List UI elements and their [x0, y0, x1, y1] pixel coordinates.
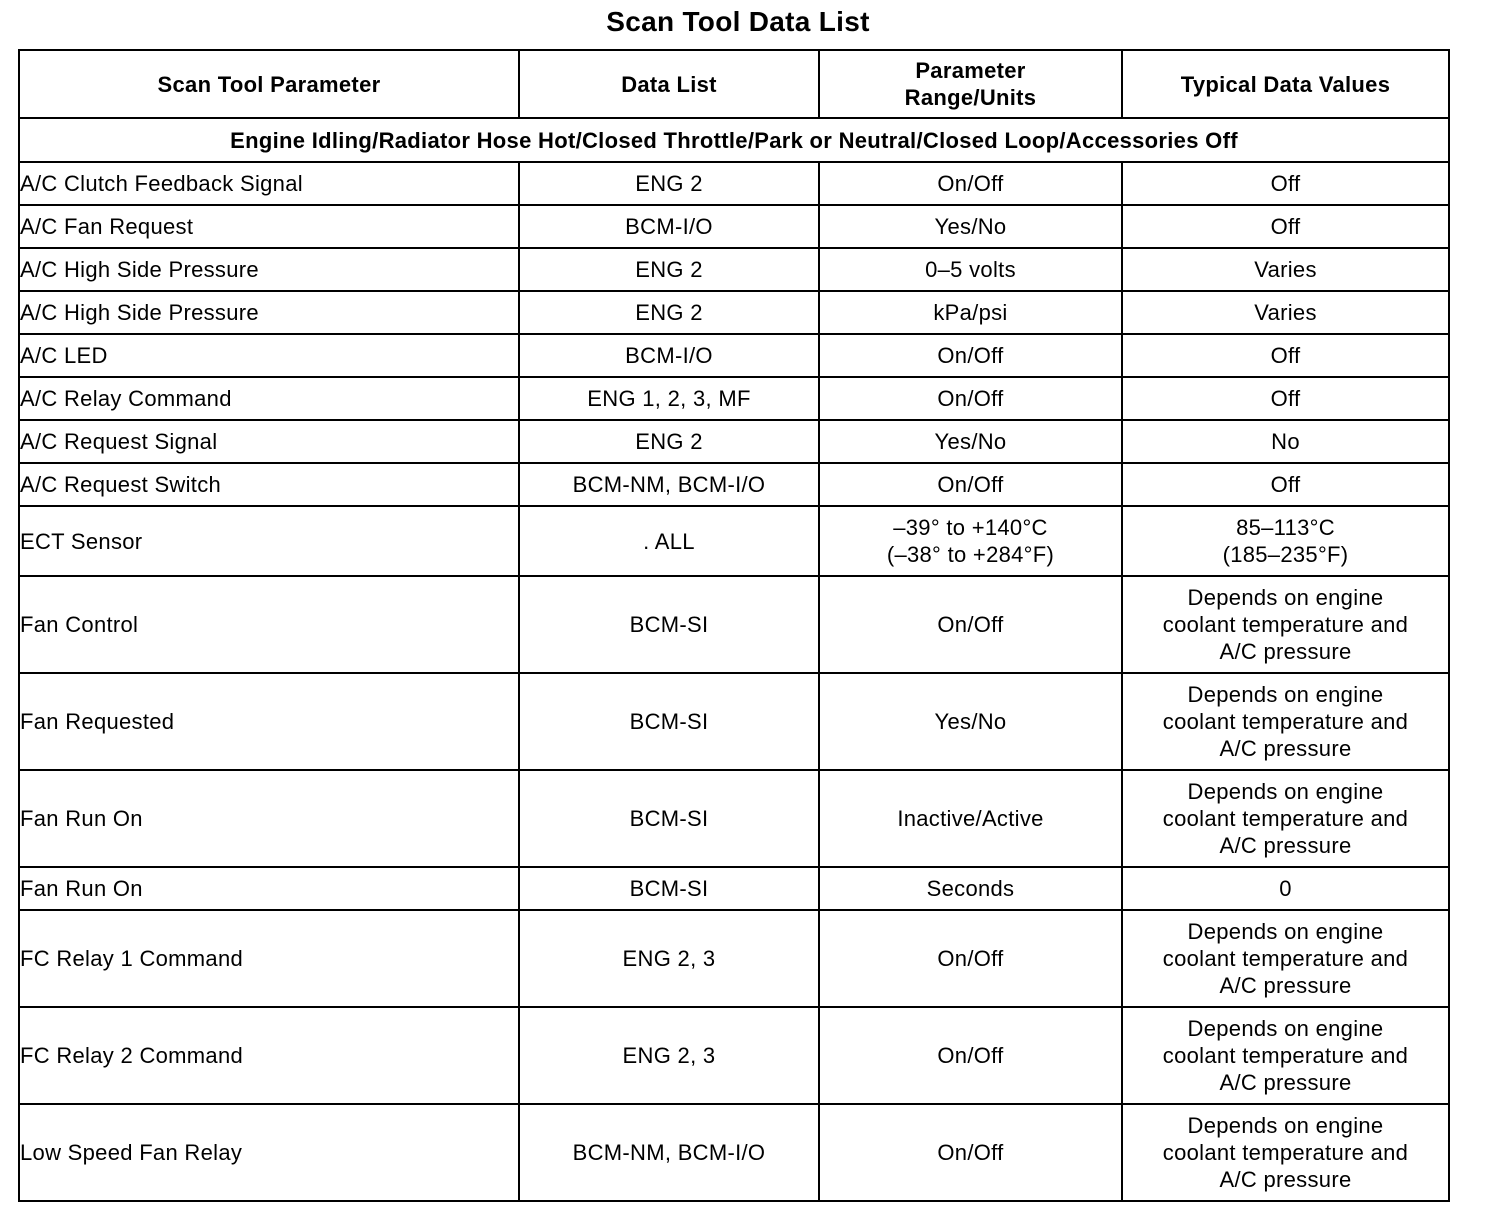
cell-parameter: Fan Run On — [19, 770, 519, 867]
cell-typical-value — [1122, 162, 1449, 205]
cell-data-list: BCM-SI — [519, 576, 819, 673]
cell-typical-value — [1122, 1104, 1449, 1201]
cell-data-list: BCM-SI — [519, 867, 819, 910]
cell-range-units — [819, 291, 1122, 334]
cell-typical-line: No — [1271, 429, 1300, 454]
table-row — [19, 506, 1449, 576]
cell-data-list: BCM-I/O — [519, 334, 819, 377]
cell-range-units — [819, 867, 1122, 910]
cell-typical-line: Off — [1270, 214, 1301, 239]
table-row — [19, 463, 1449, 506]
cell-typical-line: A/C pressure — [1219, 973, 1352, 998]
cell-typical-value — [1122, 673, 1449, 770]
cell-parameter: ECT Sensor — [19, 506, 519, 576]
cell-data-list: ENG 2 — [519, 420, 819, 463]
cell-parameter: FC Relay 1 Command — [19, 910, 519, 1007]
cell-data-list: ENG 2 — [519, 162, 819, 205]
table-row — [19, 910, 1449, 1007]
cell-range-units — [819, 673, 1122, 770]
cell-data-list: ENG 2 — [519, 291, 819, 334]
header-typical-data-values: Typical Data Values — [1122, 50, 1449, 118]
table-row — [19, 334, 1449, 377]
table-body — [19, 118, 1449, 1201]
cell-range-units — [819, 770, 1122, 867]
cell-range-line: Yes/No — [934, 429, 1007, 454]
header-parameter-range-units — [819, 50, 1122, 118]
cell-range-units — [819, 1007, 1122, 1104]
cell-typical-value — [1122, 420, 1449, 463]
cell-range-line: kPa/psi — [933, 300, 1008, 325]
cell-typical-value — [1122, 867, 1449, 910]
table-row — [19, 291, 1449, 334]
cell-data-list: BCM-NM, BCM-I/O — [519, 1104, 819, 1201]
cell-typical-value — [1122, 291, 1449, 334]
cell-parameter: A/C Relay Command — [19, 377, 519, 420]
cell-typical-value — [1122, 205, 1449, 248]
cell-typical-line: Varies — [1254, 257, 1317, 282]
cell-parameter: Low Speed Fan Relay — [19, 1104, 519, 1201]
cell-typical-line: Off — [1270, 171, 1301, 196]
cell-typical-line: Depends on engine — [1187, 585, 1384, 610]
table-row — [19, 673, 1449, 770]
cell-typical-value — [1122, 1007, 1449, 1104]
table-row — [19, 377, 1449, 420]
cell-typical-line: coolant temperature and — [1162, 1043, 1409, 1068]
cell-range-line: On/Off — [937, 343, 1004, 368]
cell-range-line: On/Off — [937, 612, 1004, 637]
cell-range-line: 0–5 volts — [925, 257, 1016, 282]
cell-typical-line: coolant temperature and — [1162, 1140, 1409, 1165]
cell-typical-value — [1122, 910, 1449, 1007]
cell-parameter: Fan Requested — [19, 673, 519, 770]
cell-typical-line: Depends on engine — [1187, 682, 1384, 707]
header-scan-tool-parameter: Scan Tool Parameter — [19, 50, 519, 118]
cell-typical-line: A/C pressure — [1219, 833, 1352, 858]
cell-parameter: Fan Run On — [19, 867, 519, 910]
header-row — [19, 50, 1449, 118]
cell-data-list: BCM-NM, BCM-I/O — [519, 463, 819, 506]
cell-range-units — [819, 420, 1122, 463]
cell-typical-line: coolant temperature and — [1162, 946, 1409, 971]
condition-row — [19, 118, 1449, 162]
cell-data-list: ENG 2 — [519, 248, 819, 291]
table-row — [19, 205, 1449, 248]
scan-tool-data-table — [18, 49, 1450, 1202]
cell-range-line: On/Off — [937, 1043, 1004, 1068]
cell-typical-line: A/C pressure — [1219, 1070, 1352, 1095]
cell-parameter: Fan Control — [19, 576, 519, 673]
cell-parameter: A/C Fan Request — [19, 205, 519, 248]
cell-range-line: On/Off — [937, 472, 1004, 497]
cell-typical-value — [1122, 334, 1449, 377]
cell-data-list: ENG 2, 3 — [519, 910, 819, 1007]
table-row — [19, 576, 1449, 673]
cell-typical-line: A/C pressure — [1219, 1167, 1352, 1192]
table-row — [19, 420, 1449, 463]
cell-range-line: Inactive/Active — [897, 806, 1044, 831]
cell-range-line: On/Off — [937, 171, 1004, 196]
table-row — [19, 867, 1449, 910]
cell-typical-line: coolant temperature and — [1162, 612, 1409, 637]
table-row — [19, 1104, 1449, 1201]
cell-parameter: A/C Request Signal — [19, 420, 519, 463]
cell-range-units — [819, 910, 1122, 1007]
cell-parameter: A/C LED — [19, 334, 519, 377]
cell-data-list: BCM-I/O — [519, 205, 819, 248]
cell-range-units — [819, 248, 1122, 291]
cell-parameter: A/C Clutch Feedback Signal — [19, 162, 519, 205]
cell-typical-line: Depends on engine — [1187, 1113, 1384, 1138]
cell-range-line: On/Off — [937, 1140, 1004, 1165]
cell-data-list: . ALL — [519, 506, 819, 576]
cell-parameter: A/C Request Switch — [19, 463, 519, 506]
cell-typical-value — [1122, 770, 1449, 867]
cell-parameter: A/C High Side Pressure — [19, 248, 519, 291]
header-range-line-2: Range/Units — [904, 85, 1037, 110]
cell-range-units — [819, 463, 1122, 506]
cell-typical-line: coolant temperature and — [1162, 806, 1409, 831]
cell-range-units — [819, 205, 1122, 248]
cell-typical-line: 85–113°C — [1236, 515, 1335, 540]
cell-typical-line: A/C pressure — [1219, 736, 1352, 761]
condition-text: Engine Idling/Radiator Hose Hot/Closed Throttle/Park or Neutral/Closed Loop/Accessories Off — [19, 118, 1449, 162]
cell-range-units — [819, 1104, 1122, 1201]
table-row — [19, 770, 1449, 867]
cell-typical-value — [1122, 506, 1449, 576]
cell-range-units — [819, 576, 1122, 673]
cell-data-list: BCM-SI — [519, 673, 819, 770]
cell-typical-line: Depends on engine — [1187, 1016, 1384, 1041]
table-row — [19, 162, 1449, 205]
cell-typical-line: (185–235°F) — [1222, 542, 1349, 567]
cell-range-line: Yes/No — [934, 709, 1007, 734]
cell-data-list: ENG 2, 3 — [519, 1007, 819, 1104]
cell-typical-line: Off — [1270, 472, 1301, 497]
cell-typical-line: Varies — [1254, 300, 1317, 325]
cell-range-units — [819, 162, 1122, 205]
cell-parameter: FC Relay 2 Command — [19, 1007, 519, 1104]
cell-typical-value — [1122, 377, 1449, 420]
table-row — [19, 1007, 1449, 1104]
page-title: Scan Tool Data List — [606, 6, 870, 37]
cell-typical-line: coolant temperature and — [1162, 709, 1409, 734]
cell-range-line: On/Off — [937, 946, 1004, 971]
cell-range-units — [819, 377, 1122, 420]
cell-typical-value — [1122, 463, 1449, 506]
cell-typical-line: Off — [1270, 343, 1301, 368]
cell-typical-line: Depends on engine — [1187, 779, 1384, 804]
cell-range-line: (–38° to +284°F) — [886, 542, 1055, 567]
cell-range-line: On/Off — [937, 386, 1004, 411]
table-row — [19, 248, 1449, 291]
header-data-list: Data List — [519, 50, 819, 118]
cell-parameter: A/C High Side Pressure — [19, 291, 519, 334]
cell-data-list: ENG 1, 2, 3, MF — [519, 377, 819, 420]
cell-range-units — [819, 506, 1122, 576]
cell-typical-value — [1122, 248, 1449, 291]
cell-data-list: BCM-SI — [519, 770, 819, 867]
cell-typical-value — [1122, 576, 1449, 673]
cell-range-line: Yes/No — [934, 214, 1007, 239]
header-range-line-1: Parameter — [915, 58, 1026, 83]
cell-range-line: –39° to +140°C — [893, 515, 1048, 540]
cell-range-units — [819, 334, 1122, 377]
cell-typical-line: Off — [1270, 386, 1301, 411]
cell-typical-line: 0 — [1279, 876, 1292, 901]
cell-range-line: Seconds — [926, 876, 1015, 901]
cell-typical-line: Depends on engine — [1187, 919, 1384, 944]
cell-typical-line: A/C pressure — [1219, 639, 1352, 664]
